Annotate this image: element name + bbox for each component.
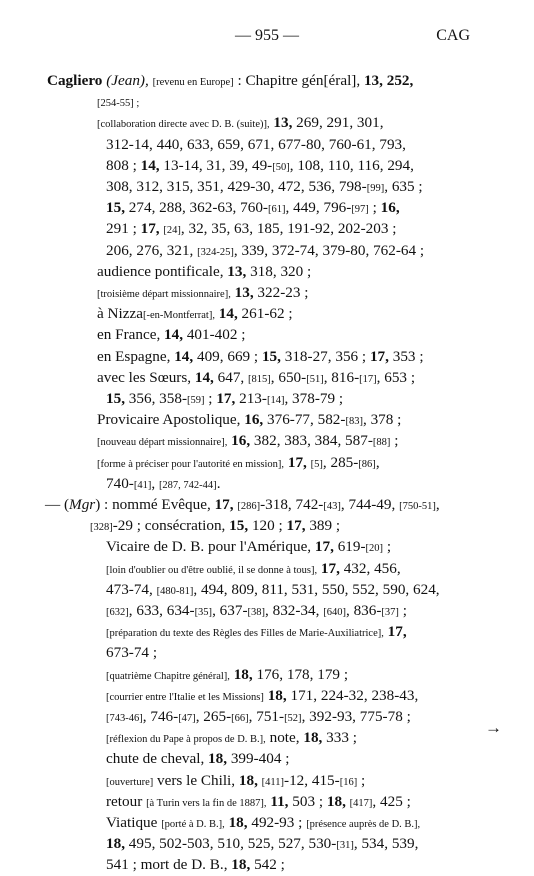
editorial-note: [324-25] (197, 246, 234, 258)
editorial-note: [troisième départ missionnaire], (97, 289, 231, 300)
volume-number: 17, (216, 390, 236, 407)
entry-text: , 744-49, (340, 496, 400, 513)
editorial-note: [17] (359, 373, 377, 385)
entry-text: , 378-79 ; (284, 390, 344, 407)
entry-text: 13-14, 31, 39, 49- (159, 156, 273, 174)
entry-text: vers le Chili, (153, 771, 239, 789)
entry-text: ; (398, 602, 407, 619)
volume-number: 14, (140, 156, 160, 174)
entry-text: 353 ; (388, 347, 424, 365)
entry-text: , 449, 796- (285, 199, 352, 217)
entry-name: Cagliero (47, 72, 103, 89)
volume-number: 18, (326, 792, 346, 810)
volume-number: 11, (270, 792, 289, 810)
entry-text: retour (106, 792, 147, 810)
entry-line (97, 112, 384, 135)
entry-text: ; (368, 199, 381, 217)
volume-number: 17, (140, 220, 160, 238)
editorial-note: [quatrième Chapitre général], (106, 670, 230, 682)
editorial-note: [750-51] (399, 501, 436, 512)
entry-line (97, 261, 311, 282)
volume-number: 17, (287, 453, 307, 471)
editorial-note: [37] (381, 607, 399, 618)
entry-text: ) : nommé Evêque, (95, 496, 215, 513)
entry-line (106, 791, 411, 814)
editorial-note: [forme à préciser pour l'autorité en mission], (97, 458, 285, 470)
editorial-note: [61] (268, 204, 286, 216)
editorial-note: [59] (187, 395, 205, 406)
entry-first-rest: : Chapitre gén[éral], (237, 72, 361, 89)
entry-text: , 751- (248, 708, 285, 725)
entry-text: à Nizza (97, 305, 143, 323)
volume-number: 18, (228, 814, 248, 831)
entry-text: 473-74, (106, 580, 157, 598)
editorial-note: [743-46] (106, 713, 143, 724)
entry-text: , 633, 634- (128, 602, 195, 619)
entry-text: , 378 ; (362, 411, 402, 429)
volume-number: 15, (106, 199, 125, 217)
entry-line (106, 176, 423, 199)
entry-text: 206, 276, 321, (106, 241, 198, 259)
entry-line (106, 748, 289, 769)
entry-line (106, 155, 414, 178)
editorial-note: [20] (365, 543, 384, 555)
entry-text: 213- (235, 390, 267, 407)
editorial-note: [52] (284, 713, 302, 724)
entry-line (106, 218, 396, 241)
entry-line (45, 494, 440, 517)
entry-text: , (151, 474, 159, 492)
editorial-note: [97] (351, 204, 369, 216)
editorial-note: [38] (247, 607, 265, 618)
entry-line (106, 664, 348, 687)
volume-number: 17, (286, 517, 306, 535)
entry-text: 318-27, 356 ; (280, 347, 370, 365)
entry-line (97, 303, 293, 326)
volume-number: 17, (314, 538, 334, 556)
entry-line (106, 134, 406, 155)
volume-number: 14, (164, 326, 184, 344)
entry-text: , 494, 809, 811, 531, 550, 552, 590, 624, (193, 580, 440, 598)
entry-line (97, 452, 380, 475)
entry-text: en Espagne, (97, 347, 175, 365)
entry-text: 376-77, 582- (263, 411, 346, 429)
entry-line (106, 642, 157, 663)
entry-text: 322-23 ; (253, 284, 309, 301)
entry-line (97, 409, 401, 432)
entry-text: , 650- (270, 368, 307, 386)
entry-text: note, (265, 729, 304, 747)
entry-text: , 637- (212, 602, 248, 619)
entry-line (106, 706, 411, 729)
entry-text: 647, (213, 368, 249, 386)
volume-number: 16, (231, 432, 251, 450)
editorial-note: [51] (306, 373, 324, 385)
editorial-note: [35] (194, 607, 213, 618)
entry-first-note: [revenu en Europe] (152, 77, 234, 88)
entry-text: 389 ; (305, 517, 341, 535)
entry-text: , (435, 496, 440, 513)
editorial-note: [collaboration directe avec D. B. (suite)], (97, 119, 270, 131)
entry-line (106, 621, 407, 644)
volume-number: 13, (227, 262, 247, 280)
entry-text: , 285- (322, 453, 359, 471)
volume-number: 17, (369, 347, 389, 365)
editorial-note: [47] (178, 713, 196, 724)
editorial-note: [640] (323, 607, 346, 618)
editorial-note: [99] (366, 183, 385, 194)
entry-text: , 832-34, (265, 602, 324, 619)
editorial-note: [à Turin vers la fin de 1887], (146, 797, 267, 809)
volume-number: 17, (320, 559, 340, 577)
editorial-note: [254-55] ; (97, 98, 140, 110)
volume-number: 18, (231, 856, 251, 874)
editorial-note: [24] (163, 225, 181, 237)
editorial-note: [286] (237, 501, 261, 512)
entry-text: 318, 320 ; (246, 262, 312, 280)
editorial-note: [nouveau départ missionnaire], (97, 437, 228, 449)
volume-number: 16, (244, 411, 264, 429)
editorial-note: [courrier entre l'Italie et les Missions] (106, 691, 264, 703)
entry-text: Provicaire Apostolique, (97, 411, 245, 429)
volume-number: 18, (303, 729, 323, 747)
entry-line (106, 197, 400, 220)
editorial-note: [50] (272, 161, 290, 173)
entry-text: , 534, 539, (353, 835, 419, 853)
volume-number: 18, (208, 750, 228, 768)
entry-line (106, 473, 220, 496)
entry-text: 673-74 ; (106, 644, 158, 662)
entry-text: , 425 ; (372, 792, 411, 810)
entry-text: 542 ; (250, 856, 285, 874)
entry-line (106, 854, 285, 875)
entry-text: 409, 669 ; (193, 347, 262, 365)
entry-text: 291 ; (106, 220, 141, 238)
entry-text: , 836- (345, 602, 382, 619)
entry-text: — ( (45, 496, 70, 513)
volume-number: 14, (218, 305, 238, 323)
entry-line (106, 812, 420, 835)
entry-text: , 265- (195, 708, 232, 725)
entry-line (106, 558, 401, 581)
entry-text: 269, 291, 301, (292, 114, 384, 132)
entry-text: 261-62 ; (237, 305, 293, 323)
volume-number: 13, (234, 284, 254, 301)
entry-text: 619- (333, 538, 366, 556)
volume-number: 13, (273, 114, 293, 132)
entry-text: Vicaire de D. B. pour l'Amérique, (106, 538, 315, 556)
editorial-note: [réflexion du Pape à propos de D. B.], (106, 734, 266, 746)
volume-number: 18, (267, 686, 287, 704)
entry-text: , 635 ; (384, 178, 423, 195)
volume-number: 17, (387, 623, 407, 641)
editorial-note: [43] (323, 501, 341, 512)
entry-line (97, 282, 308, 305)
entry-text: Viatique (106, 814, 162, 831)
entry-text: , 339, 372-74, 379-80, 762-64 ; (233, 241, 425, 259)
entry-text: , 392-93, 775-78 ; (301, 708, 411, 725)
entry-line (106, 240, 424, 263)
volume-number: 15, (261, 347, 281, 365)
editorial-note: [5] (310, 458, 323, 470)
entry-text: 382, 383, 384, 587- (250, 432, 373, 450)
editorial-note: [86] (358, 458, 376, 470)
editorial-note: [83] (345, 416, 363, 428)
volume-number: 15, (106, 390, 125, 407)
volume-number: 17, (214, 496, 234, 513)
entry-text: . (216, 474, 221, 492)
entry-text: 495, 502-503, 510, 525, 527, 530- (124, 835, 337, 853)
entry-line (106, 536, 391, 559)
editorial-note: [présence auprès de D. B.], (306, 819, 421, 830)
entry-line (106, 727, 357, 750)
editorial-note: [-en-Montferrat], (142, 310, 215, 322)
entry-text: , 746- (142, 708, 179, 725)
entry-text: audience pontificale, (97, 262, 228, 280)
entry-text: en France, (97, 326, 165, 344)
entry-text: ; (390, 432, 399, 450)
entry-text: , 108, 110, 116, 294, (289, 156, 414, 174)
editorial-note: [66] (231, 713, 249, 724)
entry-text: ; (357, 771, 366, 789)
editorial-note: [417] (349, 797, 373, 809)
editorial-note: [ouverture] (106, 776, 154, 788)
entry-text: -29 ; consécration, (112, 517, 230, 535)
volume-number: 16, (380, 199, 400, 217)
entry-text: , 653 ; (376, 368, 416, 386)
editorial-note: [14] (266, 395, 285, 406)
volume-number: 14, (194, 368, 214, 386)
entry-text: Mgr (69, 496, 96, 513)
editorial-note: [411] (261, 776, 285, 788)
entry-line (106, 388, 343, 411)
entry-line (106, 833, 418, 856)
volume-number: 18, (233, 665, 253, 683)
volume-number: 14, (174, 347, 194, 365)
editorial-note: [480-81] (156, 585, 194, 597)
entry-line (106, 579, 440, 602)
volume-number: 15, (229, 517, 249, 535)
editorial-note: [815] (248, 373, 271, 385)
editorial-note: [préparation du texte des Règles des Filles de Marie-Auxiliatrice], (106, 628, 384, 640)
entry-text: ; (204, 390, 217, 407)
entry-line (97, 91, 139, 114)
entry-text: , (375, 453, 380, 471)
entry-text: 312-14, 440, 633, 659, 671, 677-80, 760-61, 793, (106, 135, 406, 153)
editorial-note: [287, 742-44] (158, 479, 217, 491)
editorial-note: [328] (90, 522, 113, 534)
editorial-note: [632] (106, 607, 129, 618)
volume-number: 18, (238, 771, 258, 789)
entry-line (97, 430, 398, 453)
entry-line (90, 515, 340, 538)
entry-line (97, 324, 245, 345)
entry-text: avec les Sœurs, (97, 368, 195, 386)
entry-text: -12, 415- (284, 771, 340, 789)
running-head: CAG (436, 27, 470, 44)
entry-text: 541 ; mort de D. B., (106, 856, 232, 874)
entry-text: 274, 288, 362-63, 760- (124, 199, 268, 217)
entry-text: , 32, 35, 63, 185, 191-92, 202-203 ; (180, 220, 397, 238)
entry-text: -318, 742- (260, 496, 324, 513)
entry-line (97, 346, 424, 367)
editorial-note: [41] (133, 479, 152, 491)
page-number: — 955 — (235, 27, 299, 44)
entry-text: 176, 178, 179 ; (252, 665, 349, 683)
editorial-note: [loin d'oublier ou d'être oublié, il se donne à tous], (106, 564, 318, 576)
entry-text: 808 ; (106, 156, 141, 174)
entry-text: 171, 224-32, 238-43, (286, 686, 419, 704)
entry-first-refs: 13, 252, (363, 72, 414, 89)
entry-text: 401-402 ; (183, 326, 246, 344)
entry-text: 492-93 ; (247, 814, 307, 831)
volume-number: 18, (106, 835, 125, 853)
continuation-arrow-icon: → (485, 718, 502, 737)
entry-text: , 816- (323, 368, 360, 386)
entry-line (106, 685, 418, 708)
editorial-note: [16] (339, 776, 358, 788)
entry-text: chute de cheval, (106, 750, 209, 768)
entry-text: 740- (106, 474, 134, 492)
editorial-note: [porté à D. B.], (161, 819, 225, 830)
entry-line (106, 600, 407, 623)
entry-line (97, 367, 415, 390)
entry-text: ; (383, 538, 392, 556)
entry-text: 432, 456, (339, 559, 401, 577)
entry-line (106, 770, 365, 793)
editorial-note: [88] (372, 437, 391, 449)
entry-text: 120 ; (248, 517, 287, 535)
editorial-note: [31] (336, 840, 354, 852)
entry-text: 503 ; (288, 792, 327, 810)
entry-text: 308, 312, 315, 351, 429-30, 472, 536, 798- (106, 178, 367, 195)
entry-first-name: (Jean), (106, 72, 149, 89)
entry-text: 333 ; (322, 729, 357, 747)
entry-text: 399-404 ; (227, 750, 290, 768)
entry-headline (47, 70, 413, 93)
entry-text: 356, 358- (124, 390, 187, 407)
